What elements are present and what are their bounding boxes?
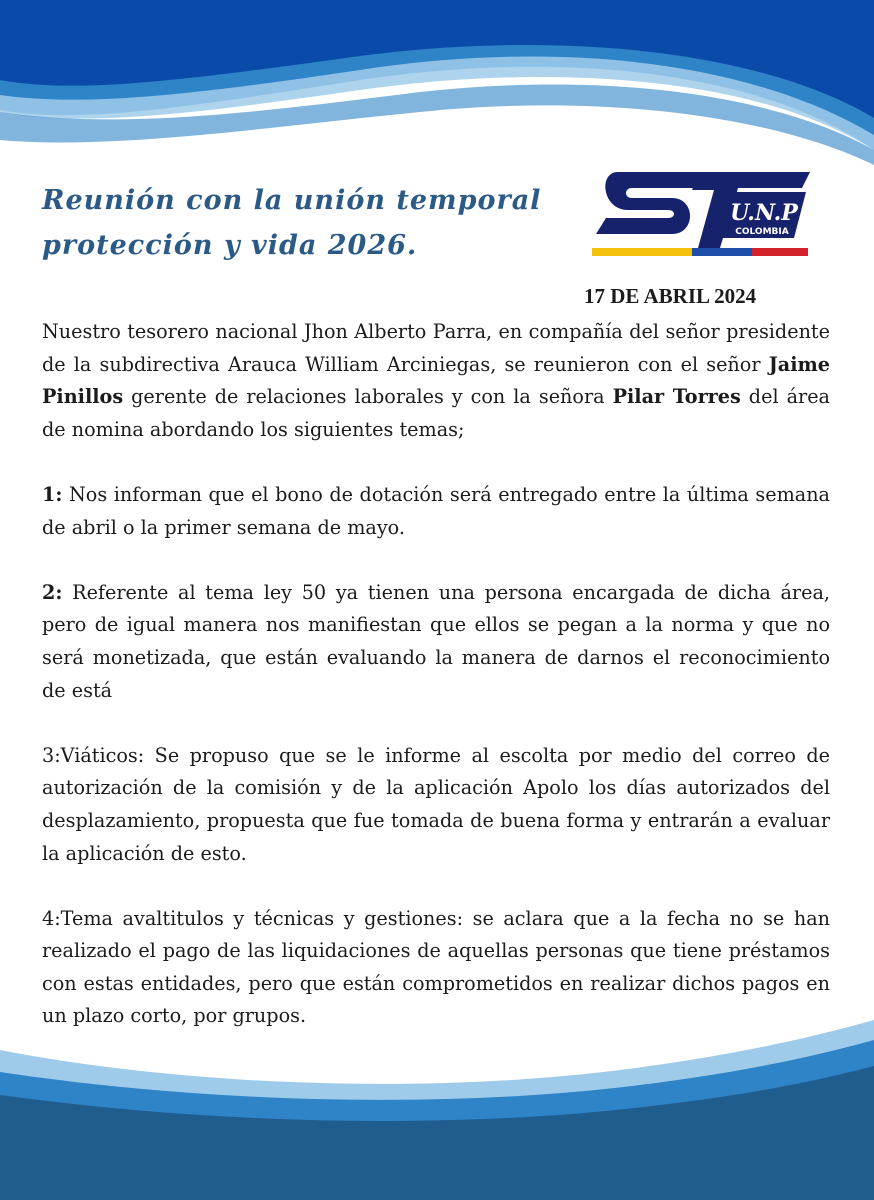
unp-colombia-logo (588, 168, 814, 260)
logo-sub-text: COLOMBIA (735, 227, 789, 237)
item-2-label: 2: (42, 580, 63, 604)
document-body (42, 316, 830, 1033)
document-date: 17 DE ABRIL 2024 (584, 284, 757, 308)
logo-main-text: U.N.P (730, 200, 798, 226)
name-jaime-pinillos: Jaime Pinillos (42, 352, 830, 409)
document-title (42, 178, 582, 268)
item-1-label: 1: (42, 482, 63, 506)
item-1-paragraph: 1: Nos informan que el bono de dotación será entregado entre la última semana de abril o la primer semana de mayo. (42, 482, 830, 539)
title-line-2: protección y vida 2026. (42, 230, 418, 261)
item-3-paragraph: 3:Viáticos: Se propuso que se le informe al escolta por medio del correo de autorización de la comisión y de la aplicación Apolo los días autorizados del desplazamiento, propuesta que fue tomada de buena forma y entrarán a evaluar la aplicación de esto. (42, 743, 830, 865)
item-4-paragraph: 4:Tema avaltitulos y técnicas y gestiones: se aclara que a la fecha no se han realizado el pago de las liquidaciones de aquellas personas que tiene préstamos con estas entidades, pero que están comprometidos en realizar dichos pagos en un plazo corto, por grupos. (42, 906, 830, 1028)
title-line-1: Reunión con la unión temporal (42, 185, 542, 216)
name-pilar-torres: Pilar Torres (612, 385, 741, 409)
bottom-wave-decoration (0, 1010, 874, 1200)
intro-paragraph: Nuestro tesorero nacional Jhon Alberto Parra, en compañía del señor presidente de la subdirectiva Arauca William Arciniegas, se reunieron con el señor Jaime Pinillos gerente de relaciones laborales y con la señora Pilar Torres del área de nomina abordando los siguientes temas; (42, 320, 830, 441)
item-2-paragraph: 2: Referente al tema ley 50 ya tienen una persona encargada de dicha área, pero de igual manera nos manifiestan que ellos se pegan a la norma y que no será monetizada, que están evaluando la manera de darnos el reconocimiento de está (42, 580, 830, 702)
